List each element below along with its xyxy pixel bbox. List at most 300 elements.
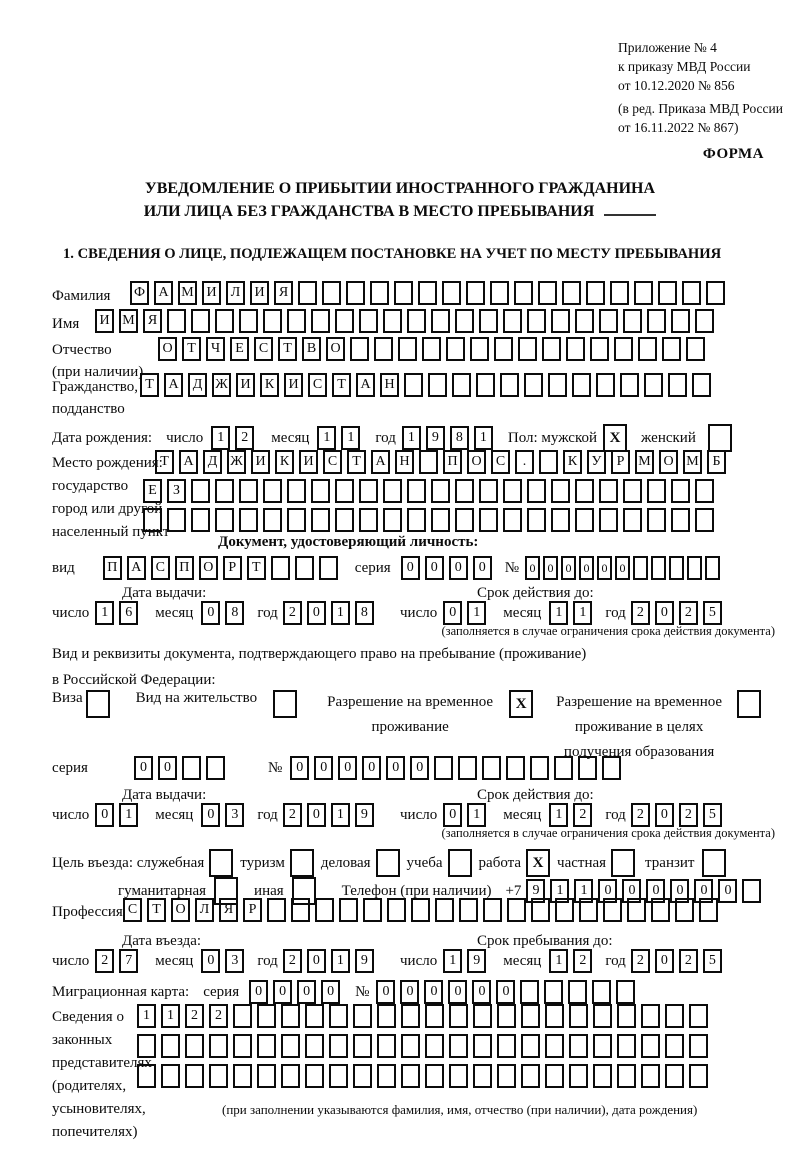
char-cell[interactable] xyxy=(305,1064,324,1088)
char-cell[interactable] xyxy=(641,1064,660,1088)
char-cell[interactable] xyxy=(593,1004,612,1028)
char-cell[interactable]: Т xyxy=(140,373,159,397)
char-cell[interactable]: 0 xyxy=(297,980,316,1004)
char-cell[interactable] xyxy=(455,309,474,333)
char-cell[interactable]: 0 xyxy=(597,556,612,580)
char-cell[interactable]: 0 xyxy=(376,980,395,1004)
char-cell[interactable] xyxy=(479,479,498,503)
char-cell[interactable] xyxy=(689,1064,708,1088)
char-cell[interactable]: 2 xyxy=(631,803,650,827)
char-cell[interactable]: 3 xyxy=(225,949,244,973)
char-cell[interactable] xyxy=(161,1064,180,1088)
char-cell[interactable] xyxy=(182,756,201,780)
char-cell[interactable] xyxy=(575,479,594,503)
char-cell[interactable] xyxy=(387,898,406,922)
entry-day-cells[interactable] xyxy=(95,949,143,973)
char-cell[interactable] xyxy=(452,373,471,397)
char-cell[interactable]: С xyxy=(308,373,327,397)
checkbox-residence-permit[interactable] xyxy=(273,690,297,718)
char-cell[interactable] xyxy=(544,980,563,1004)
char-cell[interactable] xyxy=(668,373,687,397)
char-cell[interactable] xyxy=(473,1004,492,1028)
char-cell[interactable] xyxy=(527,479,546,503)
char-cell[interactable]: 2 xyxy=(283,601,302,625)
char-cell[interactable] xyxy=(431,479,450,503)
char-cell[interactable] xyxy=(623,508,642,532)
char-cell[interactable] xyxy=(407,479,426,503)
char-cell[interactable] xyxy=(695,508,714,532)
char-cell[interactable] xyxy=(377,1004,396,1028)
char-cell[interactable] xyxy=(521,1004,540,1028)
char-cell[interactable]: 5 xyxy=(703,949,722,973)
permit-valid-year-cells[interactable] xyxy=(631,803,727,827)
doc-valid-month-cells[interactable] xyxy=(549,601,597,625)
char-cell[interactable] xyxy=(434,756,453,780)
char-cell[interactable]: Н xyxy=(380,373,399,397)
char-cell[interactable]: А xyxy=(179,450,198,474)
char-cell[interactable]: 1 xyxy=(549,601,568,625)
char-cell[interactable] xyxy=(551,508,570,532)
char-cell[interactable] xyxy=(287,508,306,532)
char-cell[interactable]: 0 xyxy=(622,879,641,903)
char-cell[interactable]: 0 xyxy=(307,949,326,973)
char-cell[interactable]: 0 xyxy=(273,980,292,1004)
char-cell[interactable]: 0 xyxy=(401,556,420,580)
char-cell[interactable]: А xyxy=(371,450,390,474)
char-cell[interactable] xyxy=(497,1034,516,1058)
char-cell[interactable] xyxy=(506,756,525,780)
char-cell[interactable] xyxy=(383,309,402,333)
char-cell[interactable] xyxy=(692,373,711,397)
char-cell[interactable] xyxy=(263,479,282,503)
char-cell[interactable]: 5 xyxy=(703,601,722,625)
char-cell[interactable]: 0 xyxy=(496,980,515,1004)
char-cell[interactable] xyxy=(575,309,594,333)
char-cell[interactable] xyxy=(638,337,657,361)
char-cell[interactable]: 0 xyxy=(473,556,492,580)
char-cell[interactable]: В xyxy=(302,337,321,361)
char-cell[interactable]: 0 xyxy=(448,980,467,1004)
char-cell[interactable]: 0 xyxy=(321,980,340,1004)
char-cell[interactable]: 2 xyxy=(283,803,302,827)
char-cell[interactable] xyxy=(644,373,663,397)
char-cell[interactable] xyxy=(548,373,567,397)
char-cell[interactable] xyxy=(599,479,618,503)
char-cell[interactable] xyxy=(617,1034,636,1058)
char-cell[interactable] xyxy=(479,508,498,532)
permit-valid-month-cells[interactable] xyxy=(549,803,597,827)
char-cell[interactable]: И xyxy=(250,281,269,305)
char-cell[interactable] xyxy=(572,373,591,397)
char-cell[interactable]: 5 xyxy=(703,803,722,827)
char-cell[interactable] xyxy=(143,508,162,532)
char-cell[interactable]: 0 xyxy=(694,879,713,903)
char-cell[interactable] xyxy=(545,1034,564,1058)
mig-number-cells[interactable] xyxy=(376,980,640,1004)
char-cell[interactable]: С xyxy=(323,450,342,474)
checkbox-male[interactable]: X xyxy=(603,424,627,452)
char-cell[interactable] xyxy=(431,508,450,532)
char-cell[interactable] xyxy=(562,281,581,305)
char-cell[interactable]: Я xyxy=(219,898,238,922)
doc-series-cells[interactable] xyxy=(401,556,497,580)
char-cell[interactable] xyxy=(527,309,546,333)
permit-issue-day-cells[interactable] xyxy=(95,803,143,827)
char-cell[interactable] xyxy=(459,898,478,922)
char-cell[interactable] xyxy=(521,1064,540,1088)
char-cell[interactable] xyxy=(497,1004,516,1028)
char-cell[interactable] xyxy=(191,479,210,503)
char-cell[interactable]: 0 xyxy=(249,980,268,1004)
char-cell[interactable] xyxy=(520,980,539,1004)
char-cell[interactable] xyxy=(503,479,522,503)
char-cell[interactable] xyxy=(686,337,705,361)
char-cell[interactable]: 1 xyxy=(549,803,568,827)
checkbox-visa[interactable] xyxy=(86,690,110,718)
char-cell[interactable] xyxy=(596,373,615,397)
char-cell[interactable]: 0 xyxy=(646,879,665,903)
char-cell[interactable] xyxy=(239,309,258,333)
birthplace-cells-row1[interactable] xyxy=(155,450,731,474)
char-cell[interactable]: У xyxy=(587,450,606,474)
char-cell[interactable] xyxy=(497,1064,516,1088)
char-cell[interactable]: Т xyxy=(332,373,351,397)
char-cell[interactable]: 0 xyxy=(307,803,326,827)
char-cell[interactable]: Я xyxy=(143,309,162,333)
doc-valid-year-cells[interactable] xyxy=(631,601,727,625)
char-cell[interactable] xyxy=(281,1004,300,1028)
char-cell[interactable] xyxy=(215,508,234,532)
char-cell[interactable] xyxy=(339,898,358,922)
char-cell[interactable]: К xyxy=(275,450,294,474)
stay-month-cells[interactable] xyxy=(549,949,597,973)
char-cell[interactable] xyxy=(470,337,489,361)
char-cell[interactable] xyxy=(586,281,605,305)
char-cell[interactable] xyxy=(641,1034,660,1058)
char-cell[interactable]: 8 xyxy=(355,601,374,625)
char-cell[interactable] xyxy=(137,1034,156,1058)
char-cell[interactable] xyxy=(431,309,450,333)
char-cell[interactable] xyxy=(545,1064,564,1088)
char-cell[interactable] xyxy=(593,1064,612,1088)
char-cell[interactable] xyxy=(257,1064,276,1088)
char-cell[interactable] xyxy=(699,898,718,922)
char-cell[interactable]: А xyxy=(127,556,146,580)
representatives-cells-row2[interactable] xyxy=(137,1034,713,1058)
char-cell[interactable] xyxy=(359,508,378,532)
char-cell[interactable]: 1 xyxy=(574,879,593,903)
char-cell[interactable] xyxy=(620,373,639,397)
char-cell[interactable]: 9 xyxy=(355,949,374,973)
char-cell[interactable] xyxy=(383,479,402,503)
char-cell[interactable] xyxy=(287,309,306,333)
char-cell[interactable] xyxy=(329,1004,348,1028)
char-cell[interactable] xyxy=(287,479,306,503)
char-cell[interactable] xyxy=(239,508,258,532)
char-cell[interactable] xyxy=(185,1064,204,1088)
char-cell[interactable] xyxy=(239,479,258,503)
char-cell[interactable] xyxy=(742,879,761,903)
char-cell[interactable]: 1 xyxy=(331,803,350,827)
char-cell[interactable]: И xyxy=(95,309,114,333)
char-cell[interactable]: 0 xyxy=(472,980,491,1004)
char-cell[interactable]: 0 xyxy=(449,556,468,580)
char-cell[interactable]: 3 xyxy=(225,803,244,827)
char-cell[interactable] xyxy=(335,508,354,532)
char-cell[interactable]: П xyxy=(103,556,122,580)
char-cell[interactable]: Е xyxy=(230,337,249,361)
char-cell[interactable]: . xyxy=(515,450,534,474)
char-cell[interactable] xyxy=(590,337,609,361)
char-cell[interactable] xyxy=(311,508,330,532)
char-cell[interactable] xyxy=(539,450,558,474)
char-cell[interactable] xyxy=(542,337,561,361)
char-cell[interactable] xyxy=(425,1064,444,1088)
stay-day-cells[interactable] xyxy=(443,949,491,973)
char-cell[interactable]: 0 xyxy=(543,556,558,580)
char-cell[interactable]: 1 xyxy=(467,601,486,625)
char-cell[interactable]: 9 xyxy=(355,803,374,827)
char-cell[interactable]: 9 xyxy=(426,426,445,450)
char-cell[interactable] xyxy=(575,508,594,532)
char-cell[interactable]: 0 xyxy=(201,949,220,973)
char-cell[interactable] xyxy=(705,556,720,580)
char-cell[interactable] xyxy=(593,1034,612,1058)
doc-number-cells[interactable] xyxy=(525,556,723,580)
char-cell[interactable] xyxy=(353,1034,372,1058)
char-cell[interactable] xyxy=(263,309,282,333)
char-cell[interactable] xyxy=(185,1034,204,1058)
birthplace-cells-row2[interactable] xyxy=(143,479,719,503)
char-cell[interactable]: М xyxy=(683,450,702,474)
char-cell[interactable] xyxy=(545,1004,564,1028)
char-cell[interactable] xyxy=(215,309,234,333)
char-cell[interactable] xyxy=(651,556,666,580)
char-cell[interactable]: 2 xyxy=(95,949,114,973)
char-cell[interactable] xyxy=(551,479,570,503)
char-cell[interactable] xyxy=(578,756,597,780)
checkbox-tourism[interactable] xyxy=(290,849,314,877)
char-cell[interactable]: 6 xyxy=(119,601,138,625)
char-cell[interactable]: Т xyxy=(147,898,166,922)
char-cell[interactable] xyxy=(476,373,495,397)
char-cell[interactable] xyxy=(614,337,633,361)
char-cell[interactable] xyxy=(206,756,225,780)
char-cell[interactable] xyxy=(669,556,684,580)
char-cell[interactable] xyxy=(675,898,694,922)
char-cell[interactable] xyxy=(377,1034,396,1058)
char-cell[interactable]: А xyxy=(154,281,173,305)
char-cell[interactable] xyxy=(298,281,317,305)
char-cell[interactable] xyxy=(346,281,365,305)
char-cell[interactable] xyxy=(449,1004,468,1028)
char-cell[interactable]: 1 xyxy=(402,426,421,450)
char-cell[interactable]: С xyxy=(254,337,273,361)
char-cell[interactable] xyxy=(473,1034,492,1058)
char-cell[interactable]: Р xyxy=(223,556,242,580)
doc-issue-year-cells[interactable] xyxy=(283,601,379,625)
char-cell[interactable] xyxy=(422,337,441,361)
char-cell[interactable]: Я xyxy=(274,281,293,305)
char-cell[interactable]: Т xyxy=(347,450,366,474)
char-cell[interactable] xyxy=(257,1034,276,1058)
char-cell[interactable] xyxy=(353,1064,372,1088)
char-cell[interactable]: 0 xyxy=(655,601,674,625)
char-cell[interactable] xyxy=(411,898,430,922)
char-cell[interactable] xyxy=(329,1034,348,1058)
char-cell[interactable]: Б xyxy=(707,450,726,474)
char-cell[interactable] xyxy=(359,309,378,333)
char-cell[interactable] xyxy=(370,281,389,305)
char-cell[interactable]: 9 xyxy=(526,879,545,903)
char-cell[interactable] xyxy=(706,281,725,305)
char-cell[interactable] xyxy=(530,756,549,780)
char-cell[interactable]: 0 xyxy=(386,756,405,780)
char-cell[interactable] xyxy=(507,898,526,922)
char-cell[interactable] xyxy=(407,508,426,532)
char-cell[interactable] xyxy=(603,898,622,922)
char-cell[interactable]: 0 xyxy=(290,756,309,780)
char-cell[interactable] xyxy=(641,1004,660,1028)
checkbox-transit[interactable] xyxy=(702,849,726,877)
char-cell[interactable] xyxy=(592,980,611,1004)
char-cell[interactable] xyxy=(271,556,290,580)
representatives-cells-row1[interactable] xyxy=(137,1004,713,1028)
char-cell[interactable] xyxy=(291,898,310,922)
char-cell[interactable] xyxy=(689,1034,708,1058)
char-cell[interactable]: Р xyxy=(243,898,262,922)
char-cell[interactable]: Л xyxy=(226,281,245,305)
char-cell[interactable]: И xyxy=(299,450,318,474)
char-cell[interactable]: 2 xyxy=(209,1004,228,1028)
char-cell[interactable]: Д xyxy=(203,450,222,474)
char-cell[interactable]: Р xyxy=(611,450,630,474)
char-cell[interactable] xyxy=(359,479,378,503)
char-cell[interactable] xyxy=(394,281,413,305)
citizenship-cells[interactable] xyxy=(140,373,716,397)
char-cell[interactable]: 1 xyxy=(331,601,350,625)
char-cell[interactable] xyxy=(503,309,522,333)
stay-year-cells[interactable] xyxy=(631,949,727,973)
char-cell[interactable]: 0 xyxy=(670,879,689,903)
char-cell[interactable] xyxy=(374,337,393,361)
char-cell[interactable]: С xyxy=(123,898,142,922)
char-cell[interactable] xyxy=(623,309,642,333)
char-cell[interactable] xyxy=(569,1034,588,1058)
char-cell[interactable] xyxy=(209,1034,228,1058)
char-cell[interactable] xyxy=(281,1034,300,1058)
char-cell[interactable] xyxy=(633,556,648,580)
char-cell[interactable] xyxy=(479,309,498,333)
char-cell[interactable] xyxy=(315,898,334,922)
char-cell[interactable] xyxy=(524,373,543,397)
char-cell[interactable]: И xyxy=(284,373,303,397)
char-cell[interactable] xyxy=(579,898,598,922)
char-cell[interactable]: К xyxy=(260,373,279,397)
char-cell[interactable]: 0 xyxy=(598,879,617,903)
char-cell[interactable] xyxy=(322,281,341,305)
char-cell[interactable]: Д xyxy=(188,373,207,397)
char-cell[interactable] xyxy=(500,373,519,397)
permit-series-cells[interactable] xyxy=(134,756,230,780)
char-cell[interactable]: 1 xyxy=(474,426,493,450)
char-cell[interactable] xyxy=(599,508,618,532)
char-cell[interactable]: 0 xyxy=(201,601,220,625)
checkbox-female[interactable] xyxy=(708,424,732,452)
char-cell[interactable]: 9 xyxy=(467,949,486,973)
char-cell[interactable]: 1 xyxy=(95,601,114,625)
char-cell[interactable]: М xyxy=(119,309,138,333)
char-cell[interactable]: 0 xyxy=(95,803,114,827)
char-cell[interactable]: 1 xyxy=(161,1004,180,1028)
char-cell[interactable] xyxy=(490,281,509,305)
profession-cells[interactable] xyxy=(123,898,723,922)
char-cell[interactable] xyxy=(305,1004,324,1028)
char-cell[interactable]: 0 xyxy=(307,601,326,625)
char-cell[interactable] xyxy=(209,1064,228,1088)
char-cell[interactable] xyxy=(215,479,234,503)
char-cell[interactable]: 0 xyxy=(410,756,429,780)
dob-month-cells[interactable] xyxy=(317,426,365,450)
char-cell[interactable]: 0 xyxy=(443,601,462,625)
permit-issue-year-cells[interactable] xyxy=(283,803,379,827)
dob-day-cells[interactable] xyxy=(211,426,259,450)
char-cell[interactable]: 1 xyxy=(317,426,336,450)
char-cell[interactable]: 2 xyxy=(679,803,698,827)
entry-year-cells[interactable] xyxy=(283,949,379,973)
char-cell[interactable]: 2 xyxy=(631,949,650,973)
char-cell[interactable] xyxy=(627,898,646,922)
permit-number-cells[interactable] xyxy=(290,756,626,780)
char-cell[interactable] xyxy=(665,1034,684,1058)
doc-issue-day-cells[interactable] xyxy=(95,601,143,625)
char-cell[interactable] xyxy=(449,1064,468,1088)
char-cell[interactable]: 0 xyxy=(655,949,674,973)
char-cell[interactable] xyxy=(566,337,585,361)
char-cell[interactable]: 0 xyxy=(615,556,630,580)
char-cell[interactable]: А xyxy=(356,373,375,397)
char-cell[interactable] xyxy=(281,1064,300,1088)
char-cell[interactable] xyxy=(401,1034,420,1058)
dob-year-cells[interactable] xyxy=(402,426,498,450)
char-cell[interactable] xyxy=(503,508,522,532)
char-cell[interactable]: И xyxy=(251,450,270,474)
char-cell[interactable] xyxy=(634,281,653,305)
char-cell[interactable]: 0 xyxy=(201,803,220,827)
char-cell[interactable] xyxy=(329,1064,348,1088)
representatives-cells-row3[interactable] xyxy=(137,1064,713,1088)
char-cell[interactable]: 2 xyxy=(283,949,302,973)
char-cell[interactable] xyxy=(167,309,186,333)
char-cell[interactable]: 1 xyxy=(211,426,230,450)
char-cell[interactable] xyxy=(658,281,677,305)
char-cell[interactable]: 1 xyxy=(467,803,486,827)
char-cell[interactable] xyxy=(353,1004,372,1028)
char-cell[interactable] xyxy=(647,309,666,333)
char-cell[interactable] xyxy=(137,1064,156,1088)
char-cell[interactable]: Ж xyxy=(212,373,231,397)
char-cell[interactable] xyxy=(383,508,402,532)
char-cell[interactable] xyxy=(257,1004,276,1028)
char-cell[interactable]: О xyxy=(659,450,678,474)
char-cell[interactable]: О xyxy=(467,450,486,474)
char-cell[interactable] xyxy=(350,337,369,361)
mig-series-cells[interactable] xyxy=(249,980,345,1004)
char-cell[interactable] xyxy=(599,309,618,333)
char-cell[interactable]: 2 xyxy=(573,949,592,973)
char-cell[interactable] xyxy=(295,556,314,580)
permit-valid-day-cells[interactable] xyxy=(443,803,491,827)
